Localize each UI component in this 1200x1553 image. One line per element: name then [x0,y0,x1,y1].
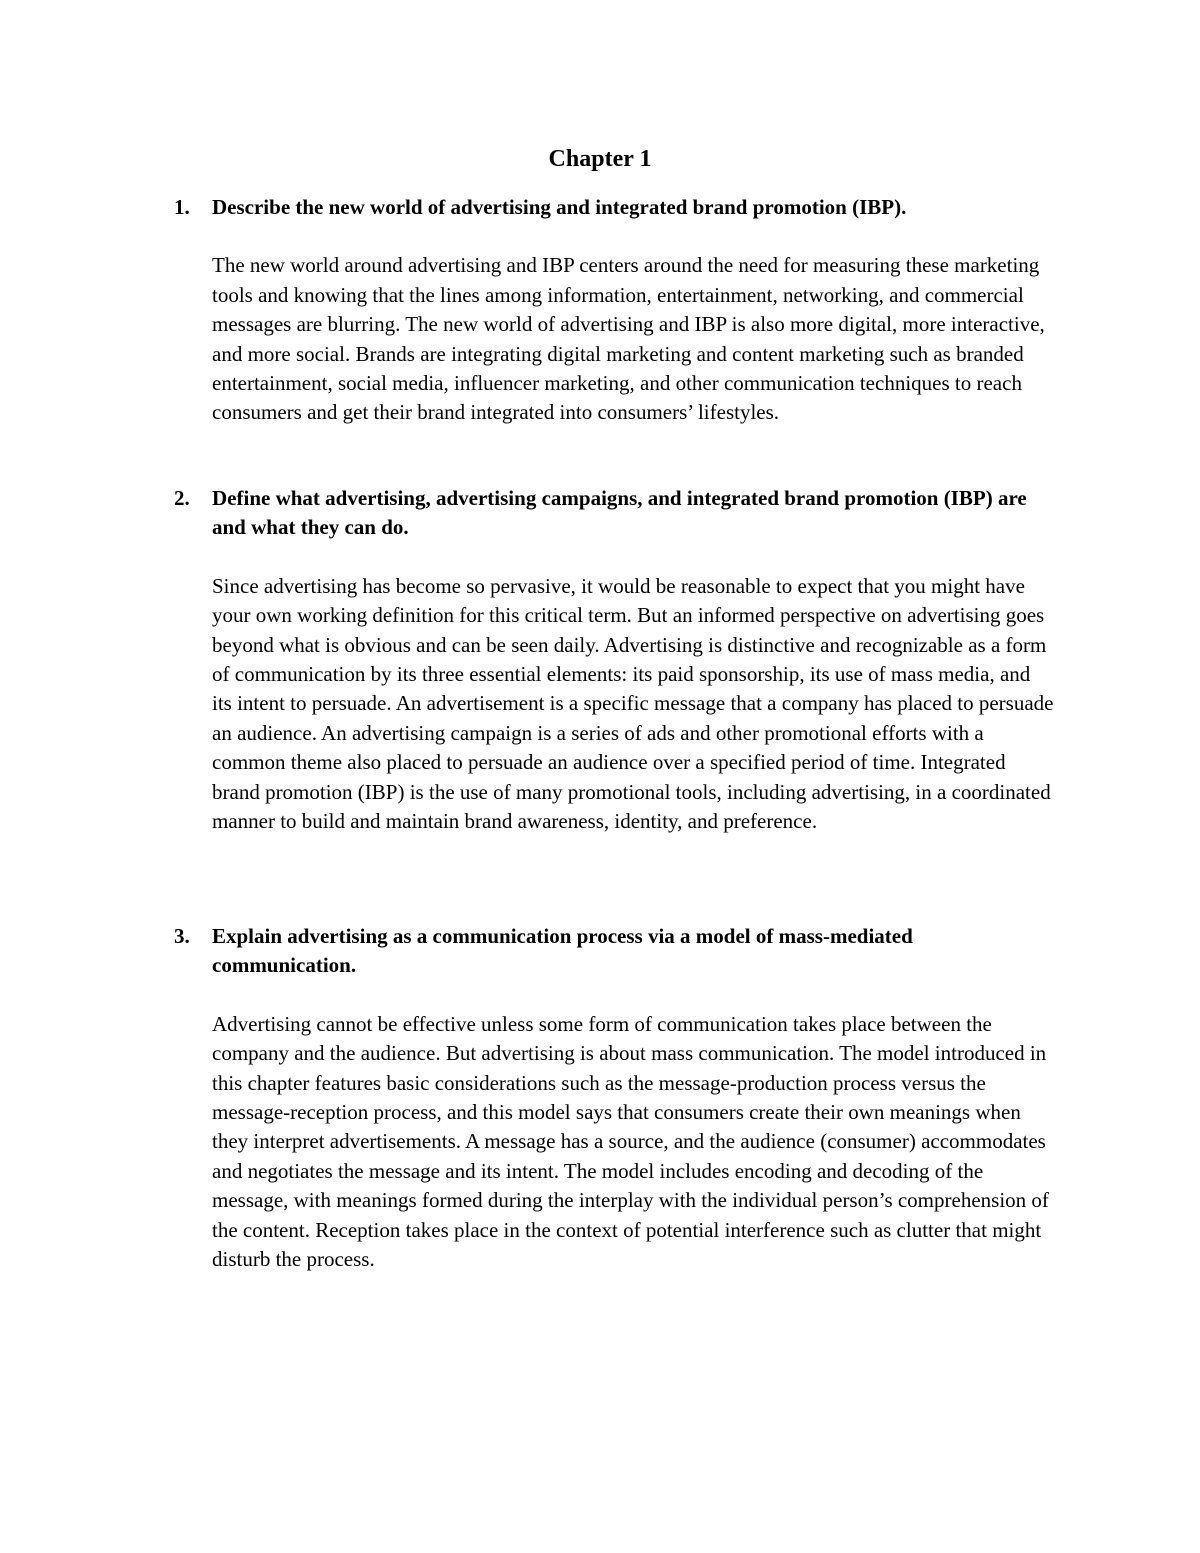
question-heading: Describe the new world of advertising and integrated brand promotion (IBP). [212,195,907,219]
chapter-title: Chapter 1 [548,146,652,172]
question-block-1 [174,193,1054,428]
question-number: 3. [174,924,190,948]
question-block-2 [174,484,1054,836]
answer-paragraph: Since advertising has become so pervasive, it would be reasonable to expect that you might have your own working definition for this critical term. But an informed perspective on advertising goes beyond what is obvious and can be seen daily. Advertising is distinctive and recognizable as a form of communication by its three essential elements: its paid sponsorship, its use of mass media, and its intent to persuade. An advertisement is a specific message that a company has placed to persuade an audience. An advertising campaign is a series of ads and other promotional efforts with a common theme also placed to persuade an audience over a specified period of time. Integrated brand promotion (IBP) is the use of many promotional tools, including advertising, in a coordinated manner to build and maintain brand awareness, identity, and preference. [212,573,1054,834]
answer-paragraph: The new world around advertising and IBP centers around the need for measuring these marketing tools and knowing that the lines among information, entertainment, networking, and commercial messages are blurring. The new world of advertising and IBP is also more digital, more interactive, and more social. Brands are integrating digital marketing and content marketing such as branded entertainment, social media, influencer marketing, and other communication techniques to reach consumers and get their brand integrated into consumers’ lifestyles. [212,253,1045,425]
question-number: 1. [174,195,190,219]
question-block-3 [174,922,1054,1274]
question-number: 2. [174,486,190,510]
question-heading: Explain advertising as a communication process via a model of mass-mediated communication. [212,924,913,978]
answer-paragraph: Advertising cannot be effective unless some form of communication takes place between the company and the audience. But advertising is about mass communication. The model introduced in this chapter features basic considerations such as the message-production process versus the message-reception process, and this model says that consumers create their own meanings when they interpret advertisements. A message has a source, and the audience (consumer) accommodates and negotiates the message and its intent. The model includes encoding and decoding of the message, with meanings formed during the interplay with the individual person’s comprehension of the content. Reception takes place in the context of potential interference such as clutter that might disturb the process. [212,1011,1049,1272]
question-heading: Define what advertising, advertising campaigns, and integrated brand promotion (IBP) are and what they can do. [212,486,1027,540]
